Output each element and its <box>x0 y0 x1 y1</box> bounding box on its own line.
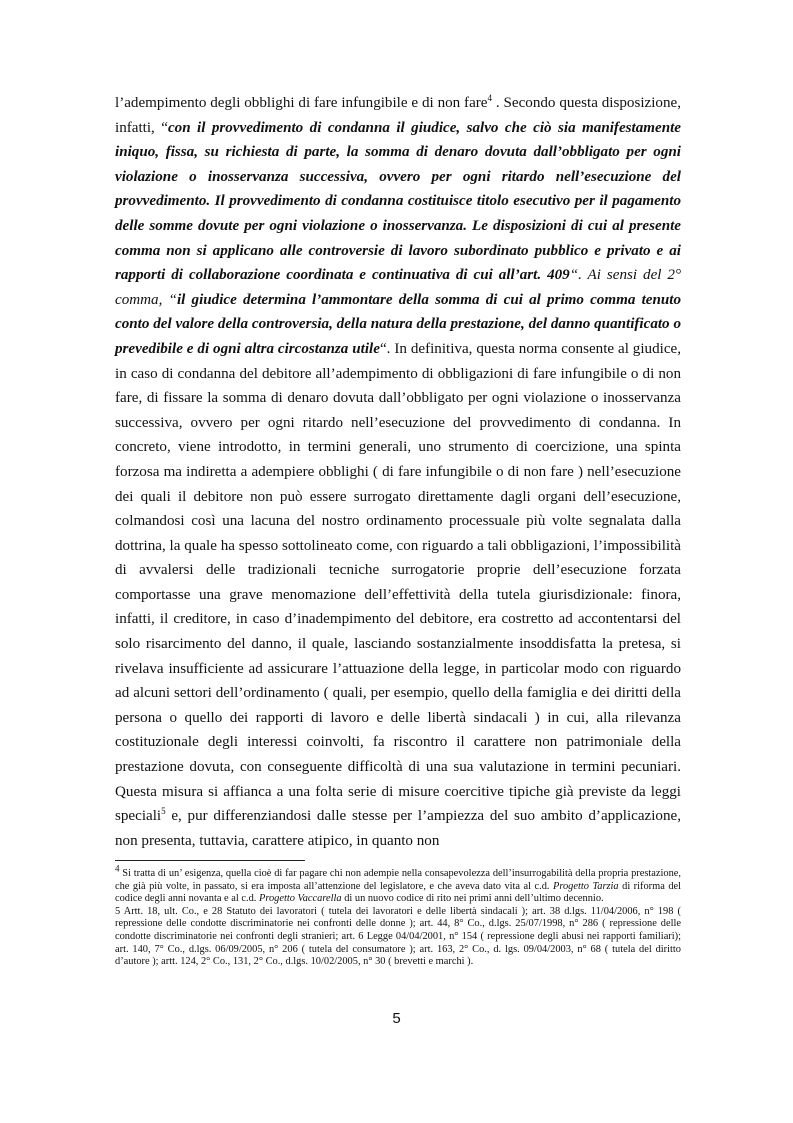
footnote-text: Si tratta di un’ esigenza, quella cioè di far pagare chi non adempie nella consapevolezza dell’insurrogabilità della propria prestazione, che già più volte, in passato, si era imposta all’attenzione del legislatore, e che aveva dato vita al c.d. <box>115 868 681 892</box>
footnote-reference-4: 4 <box>487 92 493 103</box>
page-number: 5 <box>392 1010 401 1027</box>
footnote-text: di un nuovo codice di rito nei primi anni dell’ultimo decennio. <box>341 893 604 905</box>
footnote-text: di riforma del codice degli anni novanta e al c.d. <box>115 880 682 905</box>
footnote-reference-5: 5 <box>161 806 166 817</box>
footnote-4 <box>115 863 682 906</box>
body-paragraph <box>115 91 681 853</box>
footnotes <box>115 863 682 969</box>
body-text-segment: . Secondo questa disposizione, infatti, “ <box>115 95 681 136</box>
footnote-5: 5 Artt. 18, ult. Co., e 28 Statuto dei lavoratori ( tutela dei lavoratori e delle libertà sindacali ); art. 38 d.lgs. 11/04/2006, n° 198 ( repressione delle condotte discriminatorie nei confronti delle donne ); art. 44, 8° Co., d.lgs. 25/07/1998, n° 286 ( repressione delle condotte discriminatorie nei confronti degli stranieri; art. 6 Legge 04/04/2001, n° 154 ( repressione degli abusi nei rapporti familiari); art. 140, 7° Co., d.lgs. 06/09/2005, n° 206 ( tutela del consumatore ); art. 163, 2° Co., d. lgs. 09/04/2003, n° 68 ( tutela del diritto d’autore ); artt. 124, 2° Co., 131, 2° Co., d.lgs. 10/02/2005, n° 30 ( brevetti e marchi ). <box>115 905 681 968</box>
body-text-segment: “. In definitiva, questa norma consente al giudice, in caso di condanna del debitore all’adempimento di obbligazioni di fare infungibile o di non fare, di fissare la somma di denaro dovuta dall’obbligato per ogni violazione o inosservanza successiva, ovvero per ogni ritardo nell’esecuzione del provvedimento di condanna. In concreto, viene introdotto, in termini generali, uno strumento di coercizione, una spinta forzosa ma indiretta a adempiere obblighi ( di fare infungibile o di non fare ) nell’esecuzione dei quali il debitore non può essere surrogato direttamente dagli organi dell’esecuzione, colmandosi così una lacuna del nostro ordinamento processuale più volte segnalata dalla dottrina, la quale ha spesso sottolineato come, con riguardo a tali obbligazioni, l’impossibilità di avvalersi delle tradizionali tecniche surrogatorie proprie dell’esecuzione forzata comportasse una grave menomazione dell’effettività della tutela giurisdizionale: finora, infatti, il creditore, in caso d’inadempimento del debitore, era costretto ad accontentarsi del solo risarcimento del danno, il quale, lasciando sostanzialmente insoddisfatta la pretesa, si rivelava insufficiente ad assicurare l’attuazione della legge, in particolar modo con riguardo ad alcuni settori dell’ordinamento ( quali, per esempio, quello della famiglia e dei diritti della persona o quello dei rapporti di lavoro e delle libertà sindacali ) in cui, alla rilevanza costituzionale degli interessi coinvolti, fa riscontro il carattere non patrimoniale della prestazione dovuta, con conseguente difficoltà di una sua valutazione in termini pecuniari. Questa misura si affianca a una folta serie di misure coercitive tipiche già previste da leggi speciali <box>115 340 681 825</box>
footnote-text: Progetto Tarzia <box>552 880 619 892</box>
quoted-law-text: il giudice determina l’ammontare della somma di cui al primo comma tenuto conto del valore della controversia, della natura della prestazione, del danno quantificato o prevedibile e di ogni altra circostanza utile <box>115 291 681 357</box>
footnote-mark: 4 <box>115 863 120 874</box>
footnote-text: Progetto Vaccarella <box>258 893 342 905</box>
quoted-law-text: con il provvedimento di condanna il giudice, salvo che ciò sia manifestamente iniquo, fissa, su richiesta di parte, la somma di denaro dovuta dall’obbligato per ogni violazione o inosservanza successiva, ovvero per ogni ritardo nell’esecuzione del provvedimento. Il provvedimento di condanna costituisce titolo esecutivo per il pagamento delle somme dovute per ogni violazione o inosservanza. Le disposizioni di cui al presente comma non si applicano alle controversie di lavoro subordinato pubblico e privato e ai rapporti di collaborazione coordinata e continuativa di cui all’art. 409 <box>115 119 681 284</box>
body-text-segment: l’adempimento degli obblighi di fare infungibile e di non fare <box>115 95 488 111</box>
body-text-segment: e, pur differenziandosi dalle stesse per l’ampiezza del suo ambito d’applicazione, non presenta, tuttavia, carattere atipico, in quanto non <box>115 808 681 849</box>
body-text-segment: “. Ai sensi del 2° comma, “ <box>115 267 681 308</box>
footnote-separator <box>115 860 305 861</box>
